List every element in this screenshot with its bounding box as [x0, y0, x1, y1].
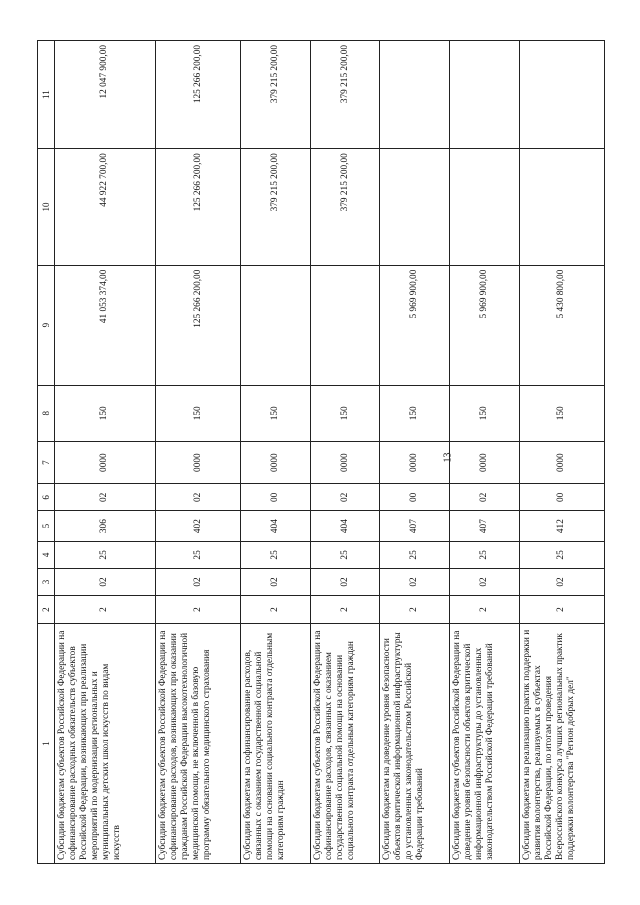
cell-col-6: 02 [310, 484, 380, 511]
header-cell-6: 6 [38, 484, 55, 511]
cell-amount-col-9: 5 430 800,00 [519, 265, 604, 385]
table-row [380, 41, 450, 864]
cell-amount-col-9: 5 969 900,00 [380, 265, 450, 385]
table-row [519, 41, 604, 864]
cell-col-2: 2 [519, 595, 604, 623]
row-description: Субсидии бюджетам субъектов Российской Федерации на софинансирование расходных обязательств субъектов Российской Федерации, возникающих при реализации мероприятий по модернизации региональных и муниципальных детских школ искусств по видам искусств [55, 624, 156, 864]
cell-amount-col-9 [310, 265, 380, 385]
cell-amount-col-10: 125 266 200,00 [155, 149, 240, 265]
cell-col-5: 412 [519, 511, 604, 542]
row-description: Субсидии бюджетам субъектов Российской Федерации на доведение уровня безопасности объектов критической информационной инфраструктуры до установленных законодательством Российской Федерации требований [450, 624, 520, 864]
header-cell-1: 1 [38, 624, 55, 864]
table-row [241, 41, 311, 864]
cell-col-4: 25 [450, 541, 520, 568]
table-container [37, 40, 605, 864]
page-number: 13 [442, 452, 454, 463]
cell-col-3: 02 [450, 568, 520, 595]
cell-col-8: 150 [450, 385, 520, 441]
table-row [310, 41, 380, 864]
cell-col-8: 150 [155, 385, 240, 441]
cell-col-4: 25 [241, 541, 311, 568]
cell-col-2: 2 [450, 595, 520, 623]
cell-amount-col-9: 5 969 900,00 [450, 265, 520, 385]
cell-col-4: 25 [55, 541, 156, 568]
cell-col-4: 25 [310, 541, 380, 568]
cell-amount-col-9: 41 053 374,00 [55, 265, 156, 385]
row-description: Субсидии бюджетам на софинансирование расходов, связанных с оказанием государственной социальной помощи на основании социального контракта отдельным категориям граждан [241, 624, 311, 864]
header-cell-5: 5 [38, 511, 55, 542]
cell-col-2: 2 [55, 595, 156, 623]
cell-col-6: 00 [519, 484, 604, 511]
cell-amount-col-10: 44 922 700,00 [55, 149, 156, 265]
cell-col-8: 150 [519, 385, 604, 441]
cell-col-4: 25 [380, 541, 450, 568]
cell-col-3: 02 [519, 568, 604, 595]
cell-col-3: 02 [241, 568, 311, 595]
cell-col-2: 2 [380, 595, 450, 623]
cell-amount-col-11: 125 266 200,00 [155, 41, 240, 149]
header-cell-11: 11 [38, 41, 55, 149]
cell-col-4: 25 [519, 541, 604, 568]
cell-col-6: 00 [241, 484, 311, 511]
cell-col-5: 404 [310, 511, 380, 542]
cell-amount-col-11: 379 215 200,00 [241, 41, 311, 149]
cell-amount-col-11: 12 047 900,00 [55, 41, 156, 149]
cell-col-7: 0000 [310, 441, 380, 483]
row-description: Субсидии бюджетам субъектов Российской Федерации на софинансирование расходов, связанных с оказанием государственной социальной помощи на основании социального контракта отдельным категориям граждан [310, 624, 380, 864]
cell-col-5: 306 [55, 511, 156, 542]
cell-col-6: 02 [450, 484, 520, 511]
cell-col-3: 02 [55, 568, 156, 595]
cell-amount-col-11 [450, 41, 520, 149]
cell-col-5: 404 [241, 511, 311, 542]
cell-col-5: 407 [380, 511, 450, 542]
header-row [38, 41, 55, 864]
cell-col-2: 2 [310, 595, 380, 623]
cell-col-6: 00 [380, 484, 450, 511]
cell-col-5: 402 [155, 511, 240, 542]
cell-col-4: 25 [155, 541, 240, 568]
cell-col-6: 02 [55, 484, 156, 511]
cell-col-5: 407 [450, 511, 520, 542]
table-row [155, 41, 240, 864]
rotated-table-frame [37, 40, 605, 864]
header-cell-8: 8 [38, 385, 55, 441]
cell-amount-col-11 [519, 41, 604, 149]
cell-amount-col-9 [241, 265, 311, 385]
row-description: Субсидии бюджетам на реализацию практик поддержки и развития волонтерства, реализуемых в субъектах Российской Федерации, по итогам проведения Всероссийского конкурса лучших региональных практик поддержки волонтерства "Регион добрых дел" [519, 624, 604, 864]
budget-table [37, 40, 605, 864]
cell-col-3: 02 [310, 568, 380, 595]
cell-col-7: 0000 [241, 441, 311, 483]
cell-col-7: 0000 [155, 441, 240, 483]
cell-col-3: 02 [380, 568, 450, 595]
cell-col-3: 02 [155, 568, 240, 595]
cell-amount-col-10: 379 215 200,00 [241, 149, 311, 265]
cell-amount-col-10 [519, 149, 604, 265]
cell-amount-col-9: 125 266 200,00 [155, 265, 240, 385]
cell-col-2: 2 [155, 595, 240, 623]
cell-col-6: 02 [155, 484, 240, 511]
header-cell-3: 3 [38, 568, 55, 595]
cell-col-8: 150 [55, 385, 156, 441]
cell-col-7: 0000 [380, 441, 450, 483]
cell-col-7: 0000 [450, 441, 520, 483]
cell-col-7: 0000 [519, 441, 604, 483]
row-description: Субсидии бюджетам на доведение уровня безопасности объектов критической информационной инфраструктуры до установленных законодательством Российской Федерации требований [380, 624, 450, 864]
cell-col-8: 150 [380, 385, 450, 441]
cell-col-2: 2 [241, 595, 311, 623]
table-row [450, 41, 520, 864]
row-description: Субсидии бюджетам субъектов Российской Федерации на софинансирование расходов, возникающих при оказании гражданам Российской Федерации высокотехнологичной медицинской помощи, не включенной в базовую программу обязательного медицинского страхования [155, 624, 240, 864]
cell-amount-col-10 [380, 149, 450, 265]
header-cell-10: 10 [38, 149, 55, 265]
header-cell-7: 7 [38, 441, 55, 483]
cell-amount-col-10 [450, 149, 520, 265]
table-row [55, 41, 156, 864]
cell-amount-col-11: 379 215 200,00 [310, 41, 380, 149]
cell-amount-col-10: 379 215 200,00 [310, 149, 380, 265]
cell-amount-col-11 [380, 41, 450, 149]
cell-col-8: 150 [310, 385, 380, 441]
cell-col-8: 150 [241, 385, 311, 441]
header-cell-4: 4 [38, 541, 55, 568]
cell-col-7: 0000 [55, 441, 156, 483]
header-cell-2: 2 [38, 595, 55, 623]
header-cell-9: 9 [38, 265, 55, 385]
